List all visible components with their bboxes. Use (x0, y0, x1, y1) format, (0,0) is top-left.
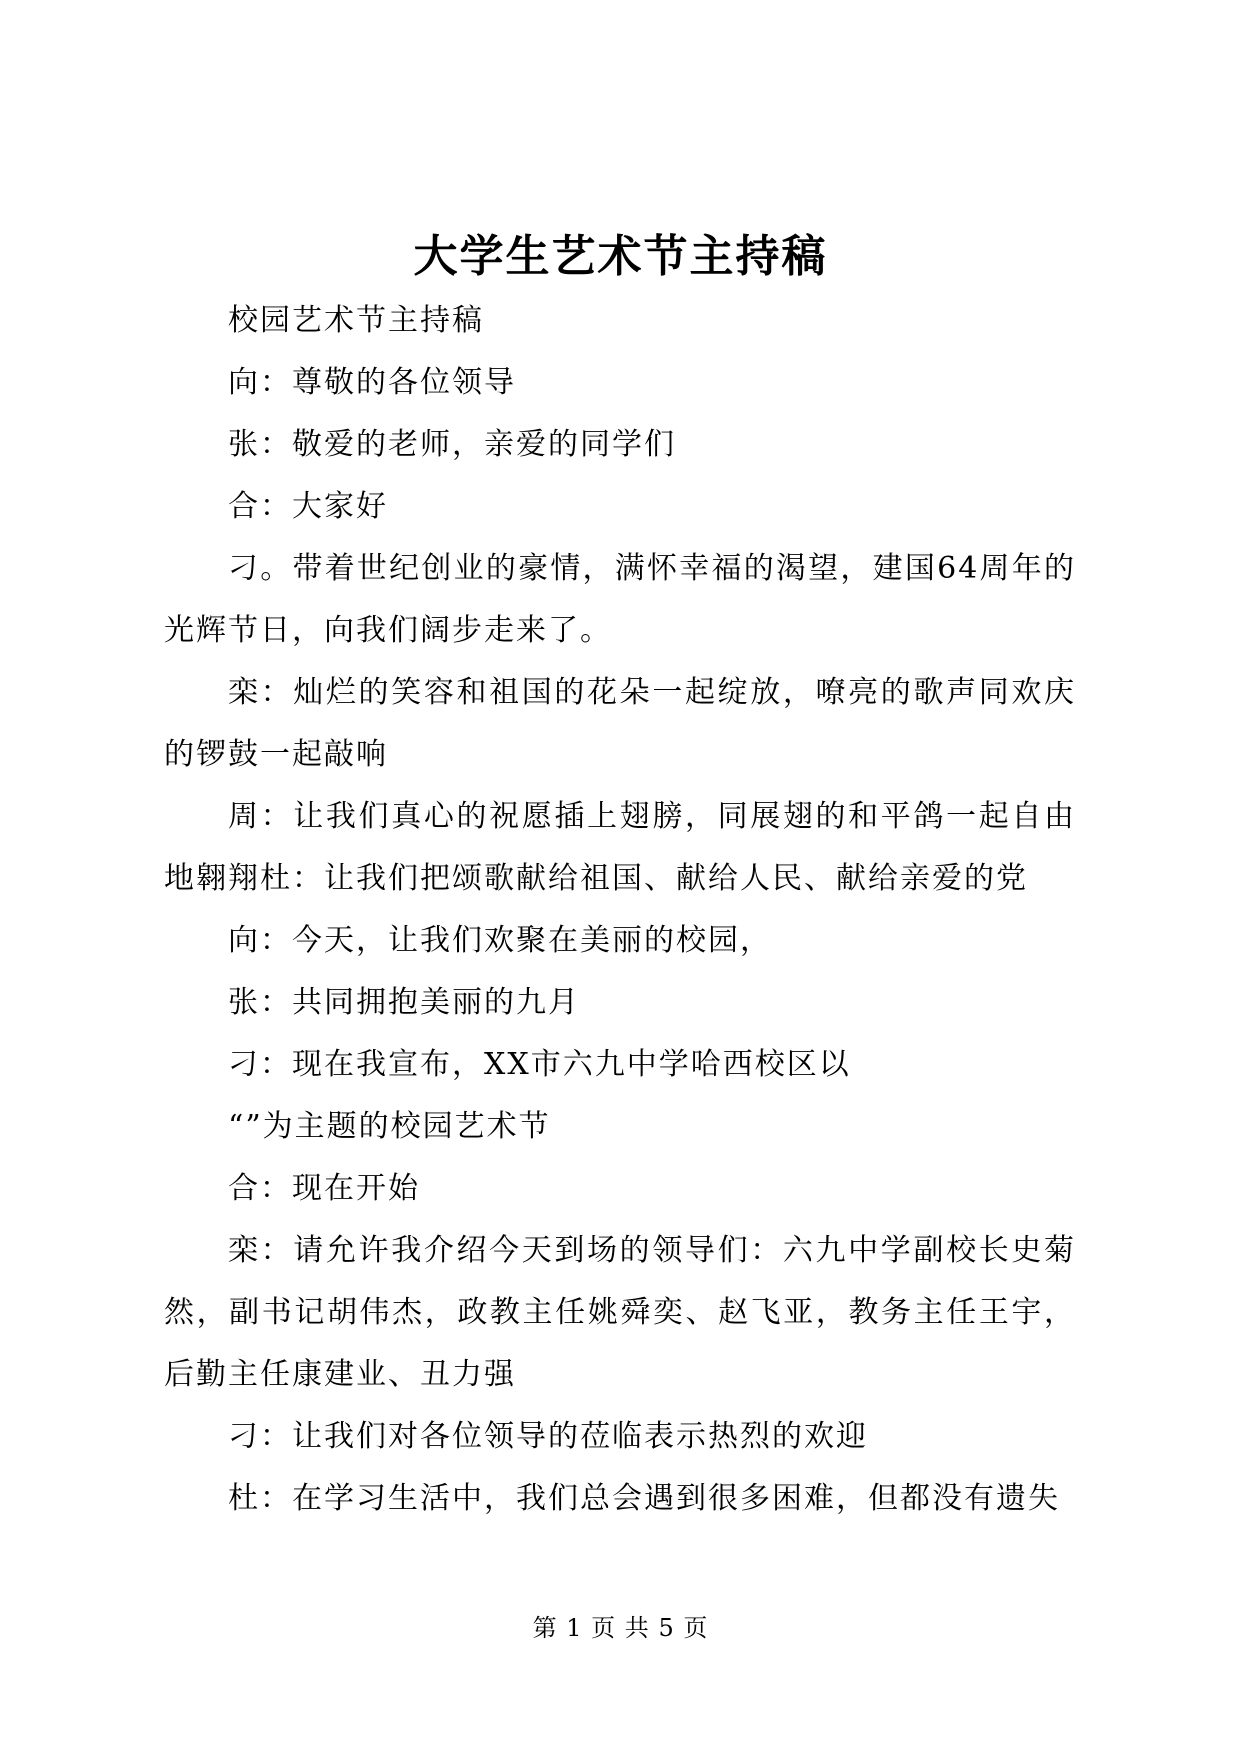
paragraph: 栾：请允许我介绍今天到场的领导们：六九中学副校长史菊然，副书记胡伟杰，政教主任姚舜奕、赵飞亚，教务主任王宇，后勤主任康建业、丑力强 (164, 1233, 1076, 1392)
paragraph: 杜：在学习生活中，我们总会遇到很多困难，但都没有遗失 (228, 1481, 1060, 1516)
paragraph: 向：尊敬的各位领导 (228, 365, 516, 400)
paragraph: 张：敬爱的老师，亲爱的同学们 (228, 427, 676, 462)
paragraph: “”为主题的校园艺术节 (228, 1109, 551, 1144)
paragraph: 合：大家好 (228, 489, 388, 524)
paragraph: 周：让我们真心的祝愿插上翅膀，同展翅的和平鸽一起自由地翱翔杜：让我们把颂歌献给祖国、献给人民、献给亲爱的党 (164, 799, 1076, 896)
paragraph: 刁：现在我宣布，XX市六九中学哈西校区以 (228, 1047, 851, 1082)
document-body (164, 290, 1076, 1530)
paragraph: 栾：灿烂的笑容和祖国的花朵一起绽放，嘹亮的歌声同欢庆的锣鼓一起敲响 (164, 675, 1076, 772)
paragraph: 校园艺术节主持稿 (228, 303, 484, 338)
paragraph: 合：现在开始 (228, 1171, 420, 1206)
document-title: 大学生艺术节主持稿 (413, 231, 828, 282)
page-footer: 第 1 页 共 5 页 (532, 1614, 709, 1642)
paragraph: 刁：让我们对各位领导的莅临表示热烈的欢迎 (228, 1419, 868, 1454)
paragraph: 向：今天，让我们欢聚在美丽的校园， (228, 923, 772, 958)
paragraph: 张：共同拥抱美丽的九月 (228, 985, 580, 1020)
paragraph: 刁。带着世纪创业的豪情，满怀幸福的渴望，建国64周年的光辉节日，向我们阔步走来了。 (164, 551, 1076, 648)
